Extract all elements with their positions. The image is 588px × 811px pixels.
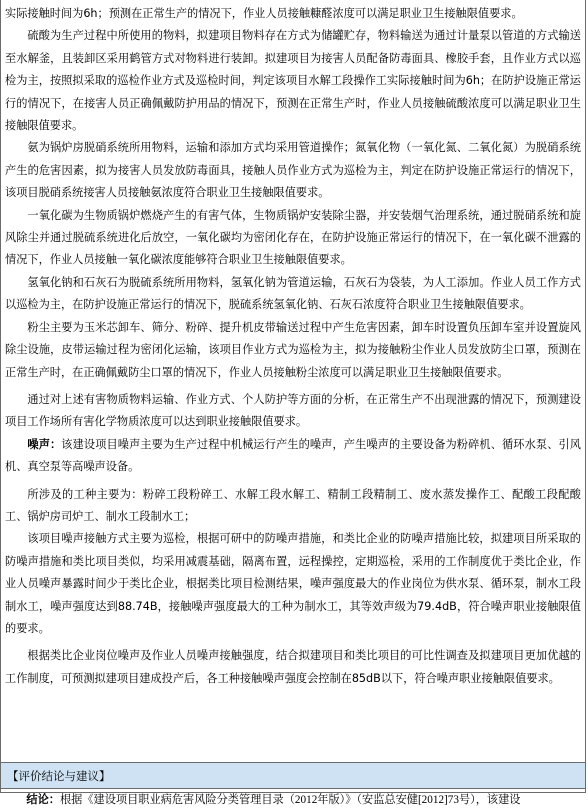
noise-text: 该建设项目噪声主要为生产过程中机械运行产生的噪声，产生噪声的主要设备为粉碎机、循环水泵、引风机、真空泵等高噪声设备。 [5, 437, 581, 474]
paragraph-noise [5, 434, 581, 479]
paragraph-carbon-monoxide: 一氧化碳为生物质锅炉燃烧产生的有害气体，生物质锅炉安装除尘器，并安装烟气治理系统，通过脱硝系统和旋风除尘并通过脱硫系统进化后放空，一氧化碳均为密闭化存在，在防护设施正常运行的情况下，在一氧化碳不泄露的情况下，作业人员接触一氧化碳浓度能够符合职业卫生接触限值要求。 [5, 208, 581, 267]
noise-label: 噪声： [27, 437, 62, 451]
paragraph-sodium-hydroxide: 氢氧化钠和石灰石为脱硫系统所用物料，氢氧化钠为管道运输，石灰石为袋装，为人工添加。作业人员工作方式以巡检为主，在防护设施正常运行的情况下，脱硫系统氢氧化钠、石灰石浓度符合职业卫生接触限值要求。 [5, 275, 581, 312]
paragraph-noise-exposure: 该项目噪声接触方式主要为巡检，根据可研中的防噪声措施，和类比企业的防噪声措施比较，拟建项目所采取的防噪声措施和类比项目类似，均采用减震基础，隔离布置，远程操控，定期巡检，采用的工作制度优于类比企业，作业人员噪声暴露时间少于类比企业，根据类比项目检测结果，噪声强度最大的作业岗位为供水泵、循环泵，制水工段制水工，噪声强度达到88.74B，接触噪声强度最大的工种为制水工，其等效声级为79.4dB，符合噪声职业接触限值的要求。 [5, 532, 581, 635]
paragraph-chemical-summary: 通过对上述有害物质物料运输、作业方式、个人防护等方面的分析，在正常生产不出现泄露的情况下，预测建设项目工作场所有害化学物质浓度可以达到职业接触限值要求。 [5, 392, 581, 429]
paragraph-sulfuric-acid: 硫酸为生产过程中所使用的物料，拟建项目物料存在方式为储罐贮存，物料输送为通过计量泵以管道的方式输送至水解釜，且装卸区采用鹤管方式对物料进行装卸。拟建项目为接害人员配备防毒面具、橡胶手套，且作业方式以巡检为主，按照拟采取的巡检作业方式及巡检时间，判定该项目水解工段操作工实际接触时间为6h；在防护设施正常运行的情况下，在接害人员正确佩戴防护用品的情况下，预测在正常生产时，作业人员接触硫酸浓度可以满足职业卫生接触限值要求。 [5, 29, 581, 133]
conclusion-text: 根据《建设项目职业病危害风险分类管理目录（2012年版）》（安监总安健[2012]73号），该建设 [59, 794, 521, 806]
section-header-evaluation: 【评价结论与建议】 [1, 762, 585, 789]
document-body [1, 0, 585, 690]
conclusion-line [4, 789, 582, 806]
paragraph-ammonia: 氨为锅炉房脱硝系统所用物料，运输和添加方式均采用管道操作；氮氧化物（一氧化氮、二氧化氮）为脱硝系统产生的危害因素，拟为接害人员发放防毒面具，接触人员作业方式为巡检为主，判定在防护设施正常运行的情况下，该项目脱硝系统接害人员接触氨浓度符合职业卫生接触限值要求。 [5, 141, 581, 200]
paragraph-job-types: 所涉及的工种主要为：粉碎工段粉碎工、水解工段水解工、精制工段精制工、废水蒸发操作工、配酸工段配酸工、锅炉房司炉工、制水工段制水工； [5, 487, 581, 523]
conclusion-paragraph [4, 789, 582, 811]
paragraph-furfural: 实际接触时间为6h；预测在正常生产的情况下，作业人员接触糠醛浓度可以满足职业卫生接触限值要求。 [5, 7, 523, 20]
conclusion-label: 结论： [26, 794, 60, 806]
paragraph-noise-prediction: 根据类比企业岗位噪声及作业人员噪声接触强度，结合拟建项目和类比项目的可比性调查及拟建项目更加优越的工作制度，可预测拟建项目建成投产后，各工种接触噪声强度会控制在85dB以下，符合噪声职业接触限值要求。 [5, 649, 581, 685]
paragraph-dust: 粉尘主要为玉米芯卸车、筛分、粉碎、提升机皮带输送过程中产生危害因素，卸车时设置负压卸车室并设置旋风除尘设施，皮带运输过程为密闭化运输，该项目作业方式为巡检为主，拟为接触粉尘作业人员发放防尘口罩，预测在正常生产时，在正确佩戴防尘口罩的情况下，作业人员接触粉尘浓度可以满足职业卫生接触限值要求。 [5, 320, 581, 379]
